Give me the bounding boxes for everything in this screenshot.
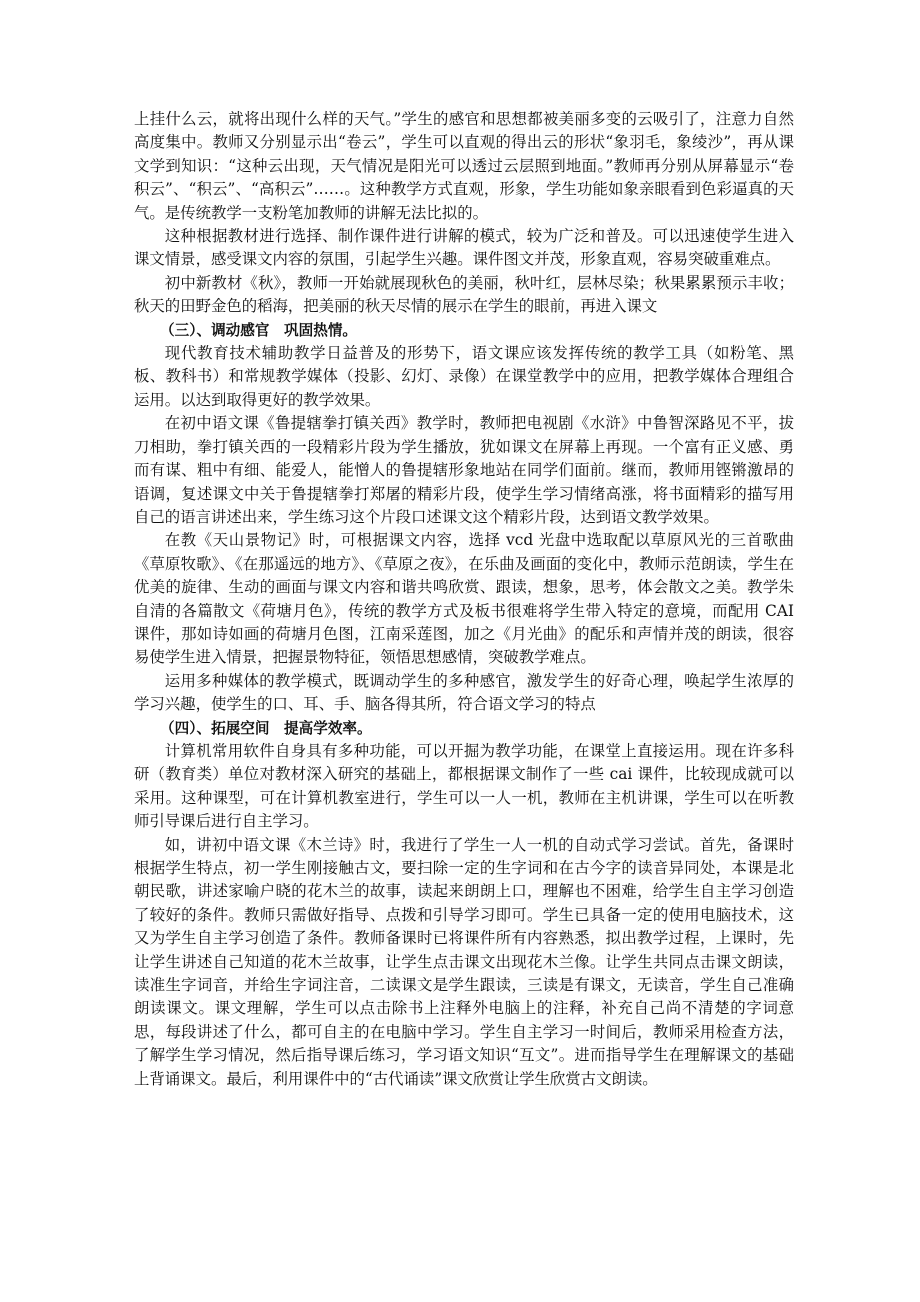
section-heading-4: （四）、拓展空间 提高学效率。 — [160, 719, 372, 737]
paragraph-tianshan-lesson: 在教《天山景物记》时，可根据课文内容，选择 vcd 光盘中选取配以草原风光的三首歌曲《草原牧歌》、《在那遥远的地方》、《草原之夜》，在乐曲及画面的变化中，教师示范朗读，学生在优美的旋律、生动的画面与课文内容和谐共鸣欣赏、跟读，想象，思考，体会散文之美。教学朱自清的各篇散文《荷塘月色》，传统的教学方式及板书很难将学生带入特定的意境，而配用 CAI 课件，那如诗如画的荷塘月色图，江南采莲图，加之《月光曲》的配乐和声情并茂的朗读，很容易使学生进入情景，把握景物特征，领悟思想感情，突破教学难点。 — [134, 531, 794, 667]
section-heading-3: （三）、调动感官 巩固热情。 — [160, 321, 358, 339]
paragraph-continuation: 上挂什么云，就将出现什么样的天气。”学生的感官和思想都被美丽多变的云吸引了，注意力自然高度集中。教师又分别显示出“卷云”，学生可以直观的得出云的形状“象羽毛，象绫沙”，再从课文学到知识：“这种云出现，天气情况是阳光可以透过云层照到地面。”教师再分别从屏幕显示“卷积云”、“积云”、“高积云”……。这种教学方式直观，形象，学生功能如象亲眼看到色彩逼真的天气。是传统教学一支粉笔加教师的讲解无法比拟的。 — [134, 110, 794, 222]
paragraph-lu-tixia-lesson: 在初中语文课《鲁提辖拳打镇关西》教学时，教师把电视剧《水浒》中鲁智深路见不平，拔刀相助，拳打镇关西的一段精彩片段为学生播放，犹如课文在屏幕上再现。一个富有正义感、勇而有谋、粗中有细、能爱人，能憎人的鲁提辖形象地站在同学们面前。继而，教师用铿锵激昂的语调，复述课文中关于鲁提辖拳打郑屠的精彩片段，使学生学习情绪高涨，将书面精彩的描写用自己的语言讲述出来，学生练习这个片段口述课文这个精彩片段，达到语文教学效果。 — [134, 414, 794, 526]
paragraph-computer-software: 计算机常用软件自身具有多种功能，可以开掘为教学功能，在课堂上直接运用。现在许多科研（教育类）单位对教材深入研究的基础上，都根据课文制作了一些 cai 课件，比较现成就可以采用。这种课型，可在计算机教室进行，学生可以一人一机，教师在主机讲课，学生可以在听教师引导课后进行自主学习。 — [134, 741, 794, 831]
paragraph-courseware-mode: 这种根据教材进行选择、制作课件进行讲解的模式，较为广泛和普及。可以迅速使学生进入课文情景，感受课文内容的氛围，引起学生兴趣。课件图文并茂，形象直观，容易突破重难点。 — [134, 227, 794, 269]
paragraph-mulan-lesson: 如，讲初中语文课《木兰诗》时，我进行了学生一人一机的自动式学习尝试。首先，备课时根据学生特点，初一学生刚接触古文，要扫除一定的生字词和在古今字的读音异同处，本课是北朝民歌，讲述家喻户晓的花木兰的故事，读起来朗朗上口，理解也不困难，给学生自主学习创造了较好的条件。教师只需做好指导、点拨和引导学习即可。学生已具备一定的使用电脑技术，这又为学生自主学习创造了条件。教师备课时已将课件所有内容熟悉，拟出教学过程，上课时，先让学生讲述自己知道的花木兰故事，让学生点击课文出现花木兰像。让学生共同点击课文朗读，读准生字词音，并给生字词注音，二读课文是学生跟读，三读是有课文，无读音，学生自己准确朗读课文。课文理解，学生可以点击除书上注释外电脑上的注释，补充自己尚不清楚的字词意思，每段讲述了什么，都可自主的在电脑中学习。学生自主学习一时间后，教师采用检查方法，了解学生学习情况，然后指导课后练习，学习语文知识“互文”。进而指导学生在理解课文的基础上背诵课文。最后，利用课件中的“古代诵读”课文欣赏让学生欣赏古文朗读。 — [134, 835, 794, 1088]
paragraph-traditional-tools: 现代教育技术辅助教学日益普及的形势下，语文课应该发挥传统的教学工具（如粉笔、黑板、教科书）和常规教学媒体（投影、幻灯、录像）在课堂教学中的应用，把教学媒体合理组合运用。以达到取得更好的教学效果。 — [134, 344, 794, 409]
document-page — [134, 108, 794, 1091]
paragraph-multimedia-mode: 运用多种媒体的教学模式，既调动学生的多种感官，激发学生的好奇心理，唤起学生浓厚的学习兴趣，使学生的口、耳、手、脑各得其所，符合语文学习的特点 — [134, 671, 794, 714]
paragraph-autumn-lesson: 初中新教材《秋》，教师一开始就展现秋色的美丽，秋叶红，层林尽染；秋果累累预示丰收；秋天的田野金色的稻海，把美丽的秋天尽情的展示在学生的眼前，再进入课文 — [134, 273, 794, 316]
